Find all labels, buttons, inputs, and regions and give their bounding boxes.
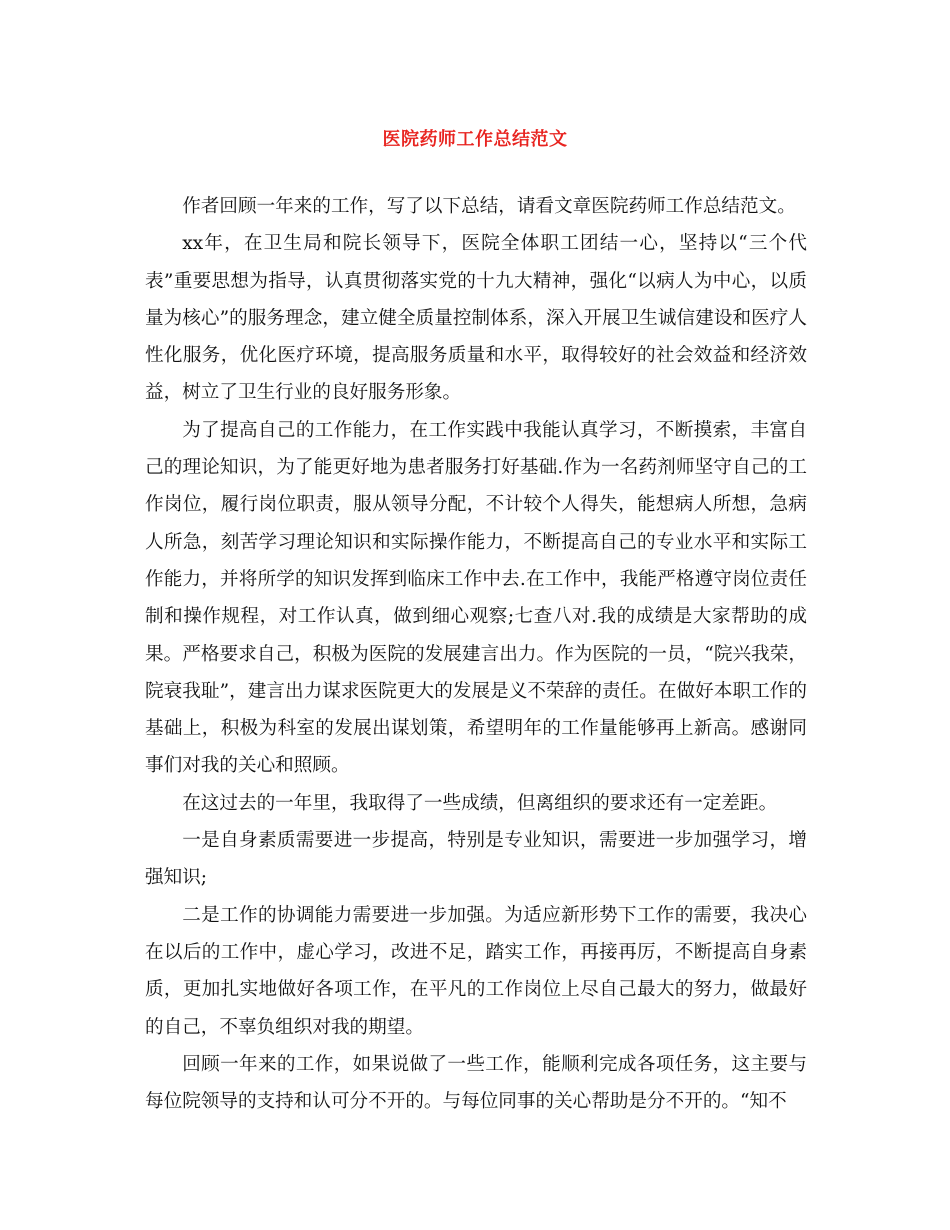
paragraph-shortcomings: 在这过去的一年里，我取得了一些成绩，但离组织的要求还有一定差距。 [182, 792, 778, 814]
paragraph-leadership: xx年，在卫生局和院长领导下，医院全体职工团结一心，坚持以“三个代表”重要思想为指导，认真贯彻落实党的十九大精神，强化“以病人为中心，以质量为核心”的服务理念，建立健全质量控制体系，深入开展卫生诚信建设和医疗人性化服务，优化医疗环境，提高服务质量和水平，取得较好的社会效益和经济效益，树立了卫生行业的良好服务形象。 [145, 233, 807, 404]
document-body [145, 188, 807, 1120]
paragraph-intro: 作者回顾一年来的工作，写了以下总结，请看文章医院药师工作总结范文。 [182, 196, 796, 217]
document-title: 医院药师工作总结范文 [382, 129, 568, 150]
paragraph-work-ability: 为了提高自己的工作能力，在工作实践中我能认真学习，不断摸索，丰富自己的理论知识，为了能更好地为患者服务打好基础.作为一名药剂师坚守自己的工作岗位，履行岗位职责，服从领导分配，不计较个人得失，能想病人所想，急病人所急，刻苦学习理论知识和实际操作能力，不断提高自己的专业水平和实际工作能力，并将所学的知识发挥到临床工作中去.在工作中，我能严格遵守岗位责任制和操作规程，对工作认真，做到细心观察;七查八对.我的成绩是大家帮助的成果。严格要求自己，积极为医院的发展建言出力。作为医院的一员，“院兴我荣，院衰我耻”，建言出力谋求医院更大的发展是义不荣辞的责任。在做好本职工作的基础上，积极为科室的发展出谋划策，希望明年的工作量能够再上新高。感谢同事们对我的关心和照顾。 [145, 419, 807, 777]
paragraph-point-two: 二是工作的协调能力需要进一步加强。为适应新形势下工作的需要，我决心在以后的工作中，虚心学习，改进不足，踏实工作，再接再厉，不断提高自身素质，更加扎实地做好各项工作，在平凡的工作岗位上尽自己最大的努力，做最好的自己，不辜负组织对我的期望。 [145, 904, 807, 1038]
paragraph-review: 回顾一年来的工作，如果说做了一些工作，能顺利完成各项任务，这主要与每位院领导的支持和认可分不开的。与每位同事的关心帮助是分不开的。“知不 [145, 1053, 807, 1113]
paragraph-point-one: 一是自身素质需要进一步提高，特别是专业知识，需要进一步加强学习，增强知识; [145, 830, 807, 889]
